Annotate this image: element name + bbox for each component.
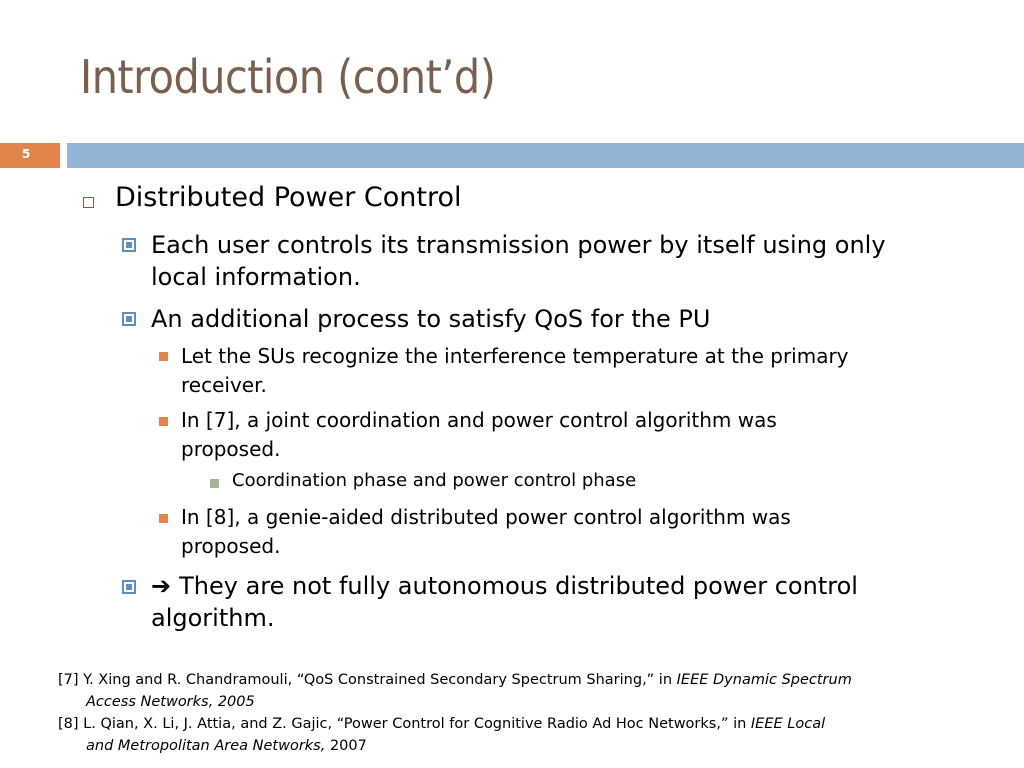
bullet-additional-process: An additional process to satisfy QoS for the PU: [151, 305, 711, 333]
bullet-in-7-line2: proposed.: [181, 437, 281, 461]
page-number: 5: [22, 147, 31, 161]
bullet-let-sus-line2: receiver.: [181, 373, 267, 397]
references: [58, 669, 852, 757]
slide-title: Introduction (cont’d): [80, 50, 496, 104]
reference-8-year: 2007: [325, 738, 367, 754]
blue-square-bullet-icon: [122, 238, 136, 252]
page-number-box: [0, 143, 60, 168]
orange-square-bullet-icon: [159, 514, 168, 523]
reference-8-venue: IEEE Local: [750, 716, 826, 732]
right-arrow-icon: ➔: [151, 572, 172, 600]
bullet-in-8-line2: proposed.: [181, 534, 281, 558]
reference-7-text: [7] Y. Xing and R. Chandramouli, “QoS Constrained Secondary Spectrum Sharing,” in: [58, 672, 677, 688]
title-divider-bar: [67, 143, 1024, 168]
blue-square-bullet-icon: [122, 312, 136, 326]
reference-8-venue-cont: and Metropolitan Area Networks,: [86, 738, 326, 754]
conclusion-text: They are not fully autonomous distributed power control: [179, 572, 858, 600]
reference-8-line1: [58, 713, 852, 735]
bullet-distributed-power-control: Distributed Power Control: [115, 182, 462, 213]
reference-8-line2: [58, 735, 852, 757]
reference-7-venue: IEEE Dynamic Spectrum: [676, 672, 852, 688]
orange-square-bullet-icon: [159, 417, 168, 426]
green-square-bullet-icon: [210, 479, 219, 488]
bullet-coordination-phase: Coordination phase and power control phase: [232, 470, 637, 491]
bullet-in-7-line1: In [7], a joint coordination and power control algorithm was: [181, 408, 777, 432]
bullet-in-8-line1: In [8], a genie-aided distributed power control algorithm was: [181, 505, 791, 529]
bullet-let-sus-line1: Let the SUs recognize the interference temperature at the primary: [181, 344, 849, 368]
bullet-conclusion-line2: algorithm.: [151, 604, 275, 632]
blue-square-bullet-icon: [122, 580, 136, 594]
reference-8-text: [8] L. Qian, X. Li, J. Attia, and Z. Gajic, “Power Control for Cognitive Radio Ad Hoc Networks,” in: [58, 716, 751, 732]
bullet-each-user-line1: Each user controls its transmission power by itself using only: [151, 231, 886, 259]
orange-square-bullet-icon: [159, 352, 168, 361]
reference-7-line1: [58, 669, 852, 691]
hollow-square-bullet-icon: [83, 197, 94, 208]
bullet-conclusion-line1: [151, 570, 858, 602]
bullet-each-user-line2: local information.: [151, 263, 361, 291]
reference-7-line2: Access Networks, 2005: [86, 694, 255, 710]
